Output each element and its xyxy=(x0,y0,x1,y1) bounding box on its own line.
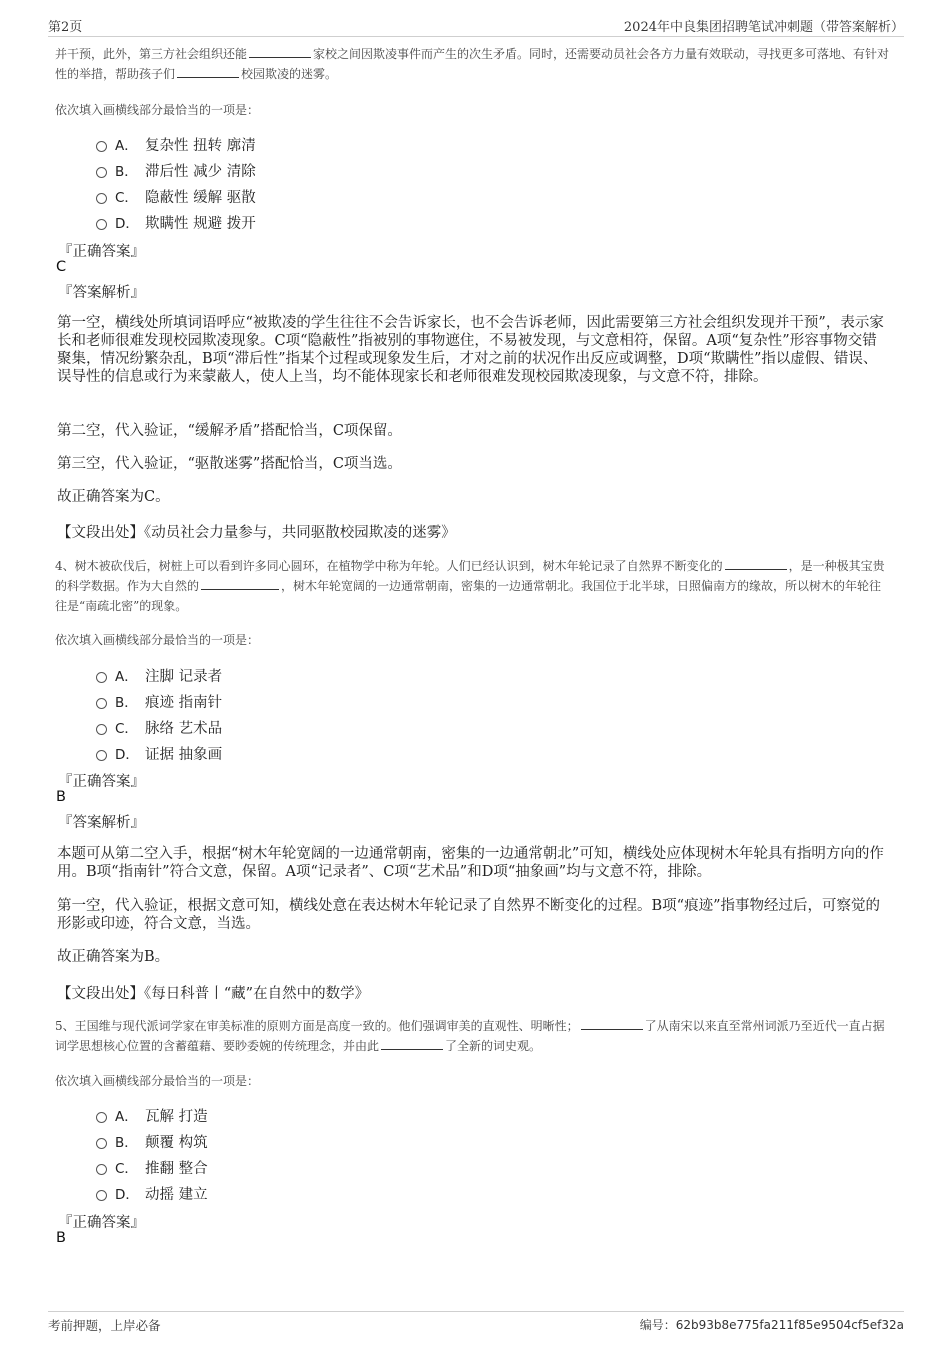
page-footer xyxy=(48,1311,904,1336)
q5-options xyxy=(96,1102,208,1206)
answer-label: 『正确答案』 xyxy=(58,244,145,260)
radio-icon[interactable] xyxy=(96,1190,107,1201)
option-b[interactable]: B． 滞后性 减少 清除 xyxy=(96,157,256,183)
q4-stem: 4、树木被砍伐后，树桩上可以看到许多同心圆环，在植物学中称为年轮。人们已经认识到，树木年轮记录了自然界不断变化的 ，是一种极其宝贵的科学数据。作为大自然的 ，树木年轮宽阔的一边通常朝南，密集的一边通常朝北。我国位于北半球，日照偏南方的缘故，所以树木的年轮往往是“南疏北密”的现象。 xyxy=(55,559,885,613)
answer-value: C xyxy=(56,259,67,275)
radio-icon[interactable] xyxy=(96,141,107,152)
blank-line xyxy=(177,65,239,78)
radio-icon[interactable] xyxy=(96,672,107,683)
document-id: 编号：62b93b8e775fa211f85e9504cf5ef32a xyxy=(639,1318,904,1332)
q4-options xyxy=(96,662,222,766)
analysis-label: 『答案解析』 xyxy=(58,285,145,301)
option-b[interactable]: B． 痕迹 指南针 xyxy=(96,688,222,714)
analysis-paragraph: 第一空，代入验证，根据文意可知，横线处意在表达树木年轮记录了自然界不断变化的过程。B项“痕迹”指事物经过后，可察觉的形影或印迹，符合文意，当选。 xyxy=(57,898,880,932)
blank-line xyxy=(201,577,279,590)
q5-stem: 5、王国维与现代派词学家在审美标准的原则方面是高度一致的。他们强调审美的直观性、明晰性； 了从南宋以来直至常州词派乃至近代一直占据词学思想核心位置的含蓄蕴藉、要眇委婉的传统理念，并由此 了全新的词史观。 xyxy=(55,1019,885,1053)
radio-icon[interactable] xyxy=(96,1164,107,1175)
footer-slogan: 考前押题，上岸必备 xyxy=(48,1318,161,1333)
option-d[interactable]: D． 证据 抽象画 xyxy=(96,740,222,766)
answer-label: 『正确答案』 xyxy=(58,1215,145,1231)
blank-line xyxy=(725,557,787,570)
option-c[interactable]: C． 脉络 艺术品 xyxy=(96,714,222,740)
analysis-paragraph: 本题可从第二空入手，根据“树木年轮宽阔的一边通常朝南，密集的一边通常朝北”可知，横线处应体现树木年轮具有指明方向的作用。B项“指南针”符合文意，保留。A项“记录者”、C项“艺术品”和D项“抽象画”均与文意不符，排除。 xyxy=(57,846,884,880)
option-d[interactable]: D． 动摇 建立 xyxy=(96,1180,208,1206)
radio-icon[interactable] xyxy=(96,698,107,709)
analysis-paragraph: 第二空，代入验证，“缓解矛盾”搭配恰当，C项保留。 xyxy=(57,423,402,439)
answer-value: B xyxy=(56,789,66,805)
radio-icon[interactable] xyxy=(96,750,107,761)
radio-icon[interactable] xyxy=(96,167,107,178)
radio-icon[interactable] xyxy=(96,219,107,230)
source-citation: 【文段出处】《动员社会力量参与，共同驱散校园欺凌的迷雾》 xyxy=(57,525,456,541)
page-header xyxy=(48,14,904,37)
page-number: 第2页 xyxy=(48,20,83,35)
option-a[interactable]: A． 注脚 记录者 xyxy=(96,662,222,688)
option-c[interactable]: C． 隐蔽性 缓解 驱散 xyxy=(96,183,256,209)
analysis-paragraph: 第一空，横线处所填词语呼应“被欺凌的学生往往不会告诉家长，也不会告诉老师，因此需要第三方社会组织发现并干预”，表示家长和老师很难发现校园欺凌现象。C项“隐蔽性”指被别的事物遮住，不易被发现，与文意相符，保留。A项“复杂性”形容事物交错聚集，情况纷繁杂乱，B项“滞后性”指某个过程或现象发生后，才对之前的状况作出反应或调整，D项“欺瞒性”指以虚假、错误、误导性的信息或行为来蒙蔽人，使人上当，均不能体现家长和老师很难发现校园欺凌现象，与文意不符，排除。 xyxy=(57,315,884,385)
option-a[interactable]: A． 瓦解 打造 xyxy=(96,1102,208,1128)
analysis-paragraph: 第三空，代入验证，“驱散迷雾”搭配恰当，C项当选。 xyxy=(57,456,402,472)
radio-icon[interactable] xyxy=(96,193,107,204)
answer-value: B xyxy=(56,1230,66,1246)
document-title: 2024年中良集团招聘笔试冲刺题（带答案解析） xyxy=(623,20,904,35)
analysis-conclusion: 故正确答案为C。 xyxy=(57,489,170,505)
radio-icon[interactable] xyxy=(96,1112,107,1123)
analysis-label: 『答案解析』 xyxy=(58,815,145,831)
q3-stem: 并干预，此外，第三方社会组织还能 家校之间因欺凌事件而产生的次生矛盾。同时，还需要动员社会各方力量有效联动，寻找更多可落地、有针对性的举措，帮助孩子们 校园欺凌的迷雾。 xyxy=(55,47,890,81)
blank-line xyxy=(581,1017,643,1030)
blank-line xyxy=(249,45,311,58)
source-citation: 【文段出处】《每日科普丨“藏”在自然中的数学》 xyxy=(57,986,370,1002)
q4-prompt: 依次填入画横线部分最恰当的一项是： xyxy=(55,633,260,647)
option-a[interactable]: A． 复杂性 扭转 廓清 xyxy=(96,131,256,157)
option-d[interactable]: D． 欺瞒性 规避 拨开 xyxy=(96,209,256,235)
analysis-conclusion: 故正确答案为B。 xyxy=(57,949,170,965)
q3-options xyxy=(96,131,256,235)
radio-icon[interactable] xyxy=(96,1138,107,1149)
blank-line xyxy=(381,1037,443,1050)
q5-prompt: 依次填入画横线部分最恰当的一项是： xyxy=(55,1074,260,1088)
answer-label: 『正确答案』 xyxy=(58,774,145,790)
radio-icon[interactable] xyxy=(96,724,107,735)
option-b[interactable]: B． 颠覆 构筑 xyxy=(96,1128,208,1154)
option-c[interactable]: C． 推翻 整合 xyxy=(96,1154,208,1180)
q3-prompt: 依次填入画横线部分最恰当的一项是： xyxy=(55,103,260,117)
